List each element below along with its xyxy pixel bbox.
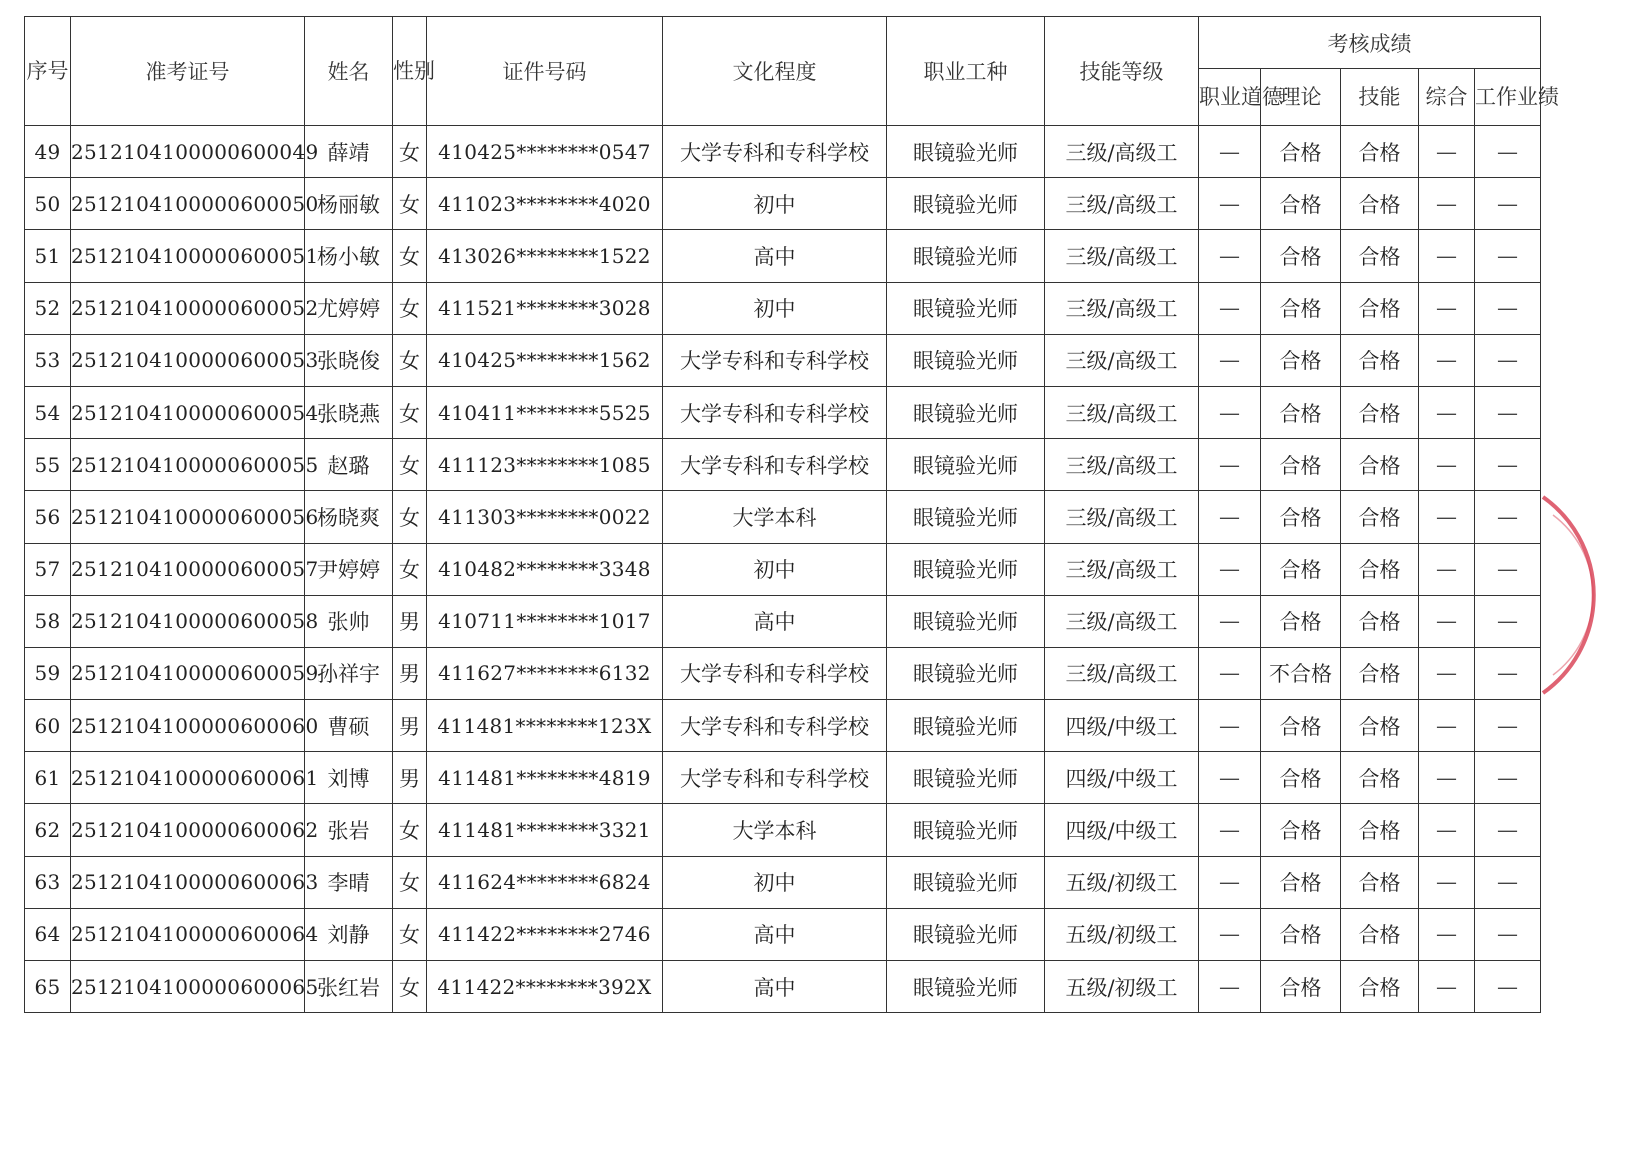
row-overall: — bbox=[1419, 804, 1475, 856]
row-id-no: 410425********1562 bbox=[427, 334, 663, 386]
header-id-no: 证件号码 bbox=[427, 17, 663, 126]
row-id-no: 411627********6132 bbox=[427, 647, 663, 699]
row-gender: 女 bbox=[393, 961, 427, 1013]
row-exam-no: 2512104100000600054 bbox=[71, 386, 305, 438]
row-name: 曹硕 bbox=[305, 700, 393, 752]
row-name: 张红岩 bbox=[305, 961, 393, 1013]
row-exam-no: 2512104100000600056 bbox=[71, 491, 305, 543]
row-seq: 54 bbox=[25, 386, 71, 438]
row-gender: 女 bbox=[393, 230, 427, 282]
row-theory: 合格 bbox=[1261, 334, 1341, 386]
row-occupation: 眼镜验光师 bbox=[887, 595, 1045, 647]
row-ethics: — bbox=[1199, 230, 1261, 282]
row-overall: — bbox=[1419, 491, 1475, 543]
row-theory: 合格 bbox=[1261, 543, 1341, 595]
row-seq: 64 bbox=[25, 908, 71, 960]
row-occupation: 眼镜验光师 bbox=[887, 439, 1045, 491]
row-occupation: 眼镜验光师 bbox=[887, 230, 1045, 282]
row-skill-level: 四级/中级工 bbox=[1045, 752, 1199, 804]
row-ethics: — bbox=[1199, 700, 1261, 752]
row-gender: 女 bbox=[393, 908, 427, 960]
row-skill: 合格 bbox=[1341, 908, 1419, 960]
header-gender: 性别 bbox=[393, 17, 427, 126]
row-seq: 59 bbox=[25, 647, 71, 699]
row-skill-level: 三级/高级工 bbox=[1045, 491, 1199, 543]
table-row bbox=[25, 543, 1541, 595]
row-skill: 合格 bbox=[1341, 178, 1419, 230]
row-ethics: — bbox=[1199, 491, 1261, 543]
row-name: 赵璐 bbox=[305, 439, 393, 491]
row-name: 杨小敏 bbox=[305, 230, 393, 282]
row-skill: 合格 bbox=[1341, 752, 1419, 804]
row-id-no: 411521********3028 bbox=[427, 282, 663, 334]
row-occupation: 眼镜验光师 bbox=[887, 282, 1045, 334]
row-skill-level: 四级/中级工 bbox=[1045, 804, 1199, 856]
table-row bbox=[25, 230, 1541, 282]
row-occupation: 眼镜验光师 bbox=[887, 752, 1045, 804]
row-ethics: — bbox=[1199, 804, 1261, 856]
row-theory: 不合格 bbox=[1261, 647, 1341, 699]
row-ethics: — bbox=[1199, 439, 1261, 491]
row-performance: — bbox=[1475, 647, 1541, 699]
table-row bbox=[25, 647, 1541, 699]
row-name: 杨丽敏 bbox=[305, 178, 393, 230]
row-id-no: 413026********1522 bbox=[427, 230, 663, 282]
row-education: 初中 bbox=[663, 856, 887, 908]
row-name: 尹婷婷 bbox=[305, 543, 393, 595]
row-education: 大学专科和专科学校 bbox=[663, 647, 887, 699]
row-overall: — bbox=[1419, 700, 1475, 752]
row-id-no: 410711********1017 bbox=[427, 595, 663, 647]
row-name: 孙祥宇 bbox=[305, 647, 393, 699]
header-performance: 工作业绩 bbox=[1475, 69, 1541, 126]
row-skill-level: 三级/高级工 bbox=[1045, 178, 1199, 230]
row-theory: 合格 bbox=[1261, 282, 1341, 334]
row-performance: — bbox=[1475, 804, 1541, 856]
row-ethics: — bbox=[1199, 595, 1261, 647]
row-performance: — bbox=[1475, 908, 1541, 960]
row-education: 大学专科和专科学校 bbox=[663, 126, 887, 178]
row-gender: 男 bbox=[393, 647, 427, 699]
row-exam-no: 2512104100000600053 bbox=[71, 334, 305, 386]
row-exam-no: 2512104100000600062 bbox=[71, 804, 305, 856]
header-seq: 序号 bbox=[25, 17, 71, 126]
row-name: 薛靖 bbox=[305, 126, 393, 178]
row-gender: 女 bbox=[393, 439, 427, 491]
row-name: 尤婷婷 bbox=[305, 282, 393, 334]
row-occupation: 眼镜验光师 bbox=[887, 178, 1045, 230]
row-id-no: 411481********123X bbox=[427, 700, 663, 752]
header-occupation: 职业工种 bbox=[887, 17, 1045, 126]
row-id-no: 411624********6824 bbox=[427, 856, 663, 908]
row-name: 刘静 bbox=[305, 908, 393, 960]
row-performance: — bbox=[1475, 126, 1541, 178]
row-occupation: 眼镜验光师 bbox=[887, 856, 1045, 908]
row-performance: — bbox=[1475, 856, 1541, 908]
row-theory: 合格 bbox=[1261, 700, 1341, 752]
row-id-no: 410482********3348 bbox=[427, 543, 663, 595]
row-performance: — bbox=[1475, 439, 1541, 491]
row-theory: 合格 bbox=[1261, 856, 1341, 908]
row-education: 初中 bbox=[663, 282, 887, 334]
row-skill: 合格 bbox=[1341, 282, 1419, 334]
row-gender: 女 bbox=[393, 386, 427, 438]
row-seq: 57 bbox=[25, 543, 71, 595]
row-skill: 合格 bbox=[1341, 126, 1419, 178]
row-id-no: 411481********3321 bbox=[427, 804, 663, 856]
row-seq: 50 bbox=[25, 178, 71, 230]
row-overall: — bbox=[1419, 543, 1475, 595]
header-skill: 技能 bbox=[1341, 69, 1419, 126]
row-performance: — bbox=[1475, 752, 1541, 804]
row-occupation: 眼镜验光师 bbox=[887, 386, 1045, 438]
row-seq: 65 bbox=[25, 961, 71, 1013]
row-skill: 合格 bbox=[1341, 543, 1419, 595]
row-performance: — bbox=[1475, 334, 1541, 386]
row-skill-level: 五级/初级工 bbox=[1045, 961, 1199, 1013]
row-seq: 49 bbox=[25, 126, 71, 178]
row-seq: 53 bbox=[25, 334, 71, 386]
table-row bbox=[25, 386, 1541, 438]
row-performance: — bbox=[1475, 491, 1541, 543]
assessment-results-table bbox=[24, 16, 1559, 1013]
row-name: 张岩 bbox=[305, 804, 393, 856]
row-seq: 56 bbox=[25, 491, 71, 543]
row-theory: 合格 bbox=[1261, 439, 1341, 491]
row-skill: 合格 bbox=[1341, 856, 1419, 908]
row-exam-no: 2512104100000600060 bbox=[71, 700, 305, 752]
row-skill: 合格 bbox=[1341, 804, 1419, 856]
row-exam-no: 2512104100000600057 bbox=[71, 543, 305, 595]
row-theory: 合格 bbox=[1261, 230, 1341, 282]
row-ethics: — bbox=[1199, 908, 1261, 960]
row-exam-no: 2512104100000600061 bbox=[71, 752, 305, 804]
header-theory: 理论 bbox=[1261, 69, 1341, 126]
table-row bbox=[25, 804, 1541, 856]
row-id-no: 411481********4819 bbox=[427, 752, 663, 804]
header-exam-no: 准考证号 bbox=[71, 17, 305, 126]
row-seq: 63 bbox=[25, 856, 71, 908]
row-exam-no: 2512104100000600055 bbox=[71, 439, 305, 491]
header-education: 文化程度 bbox=[663, 17, 887, 126]
row-ethics: — bbox=[1199, 543, 1261, 595]
row-overall: — bbox=[1419, 752, 1475, 804]
row-performance: — bbox=[1475, 386, 1541, 438]
row-exam-no: 2512104100000600063 bbox=[71, 856, 305, 908]
row-gender: 女 bbox=[393, 126, 427, 178]
row-occupation: 眼镜验光师 bbox=[887, 908, 1045, 960]
row-occupation: 眼镜验光师 bbox=[887, 126, 1045, 178]
table-row bbox=[25, 856, 1541, 908]
row-overall: — bbox=[1419, 856, 1475, 908]
row-performance: — bbox=[1475, 595, 1541, 647]
row-performance: — bbox=[1475, 543, 1541, 595]
row-exam-no: 2512104100000600064 bbox=[71, 908, 305, 960]
row-overall: — bbox=[1419, 961, 1475, 1013]
row-theory: 合格 bbox=[1261, 595, 1341, 647]
row-performance: — bbox=[1475, 282, 1541, 334]
header-overall: 综合 bbox=[1419, 69, 1475, 126]
row-exam-no: 2512104100000600052 bbox=[71, 282, 305, 334]
row-performance: — bbox=[1475, 961, 1541, 1013]
row-skill-level: 三级/高级工 bbox=[1045, 543, 1199, 595]
table-row bbox=[25, 491, 1541, 543]
row-id-no: 411422********392X bbox=[427, 961, 663, 1013]
row-exam-no: 2512104100000600049 bbox=[71, 126, 305, 178]
header-ethics: 职业道德 bbox=[1199, 69, 1261, 126]
row-id-no: 411422********2746 bbox=[427, 908, 663, 960]
row-id-no: 411123********1085 bbox=[427, 439, 663, 491]
table-row bbox=[25, 595, 1541, 647]
row-name: 李晴 bbox=[305, 856, 393, 908]
row-name: 杨晓爽 bbox=[305, 491, 393, 543]
row-seq: 58 bbox=[25, 595, 71, 647]
row-performance: — bbox=[1475, 230, 1541, 282]
row-skill-level: 五级/初级工 bbox=[1045, 908, 1199, 960]
table-row bbox=[25, 282, 1541, 334]
row-theory: 合格 bbox=[1261, 491, 1341, 543]
row-gender: 女 bbox=[393, 804, 427, 856]
row-skill-level: 三级/高级工 bbox=[1045, 230, 1199, 282]
row-skill-level: 四级/中级工 bbox=[1045, 700, 1199, 752]
row-education: 大学专科和专科学校 bbox=[663, 334, 887, 386]
row-performance: — bbox=[1475, 178, 1541, 230]
row-skill-level: 三级/高级工 bbox=[1045, 647, 1199, 699]
row-theory: 合格 bbox=[1261, 126, 1341, 178]
row-ethics: — bbox=[1199, 386, 1261, 438]
row-skill: 合格 bbox=[1341, 491, 1419, 543]
row-seq: 61 bbox=[25, 752, 71, 804]
row-gender: 男 bbox=[393, 752, 427, 804]
row-ethics: — bbox=[1199, 647, 1261, 699]
table-body bbox=[25, 126, 1541, 1013]
row-seq: 60 bbox=[25, 700, 71, 752]
row-ethics: — bbox=[1199, 282, 1261, 334]
row-name: 张晓燕 bbox=[305, 386, 393, 438]
results-sheet bbox=[24, 16, 1559, 1013]
row-education: 大学本科 bbox=[663, 491, 887, 543]
row-exam-no: 2512104100000600051 bbox=[71, 230, 305, 282]
row-ethics: — bbox=[1199, 752, 1261, 804]
row-skill: 合格 bbox=[1341, 961, 1419, 1013]
table-row bbox=[25, 126, 1541, 178]
row-overall: — bbox=[1419, 908, 1475, 960]
row-skill-level: 三级/高级工 bbox=[1045, 334, 1199, 386]
row-skill: 合格 bbox=[1341, 334, 1419, 386]
row-exam-no: 2512104100000600058 bbox=[71, 595, 305, 647]
row-skill: 合格 bbox=[1341, 647, 1419, 699]
row-gender: 女 bbox=[393, 282, 427, 334]
row-education: 大学专科和专科学校 bbox=[663, 386, 887, 438]
row-gender: 女 bbox=[393, 543, 427, 595]
row-gender: 女 bbox=[393, 856, 427, 908]
row-overall: — bbox=[1419, 282, 1475, 334]
row-overall: — bbox=[1419, 439, 1475, 491]
row-overall: — bbox=[1419, 647, 1475, 699]
row-gender: 女 bbox=[393, 491, 427, 543]
row-seq: 51 bbox=[25, 230, 71, 282]
row-exam-no: 2512104100000600059 bbox=[71, 647, 305, 699]
row-seq: 55 bbox=[25, 439, 71, 491]
row-skill-level: 三级/高级工 bbox=[1045, 386, 1199, 438]
row-skill: 合格 bbox=[1341, 230, 1419, 282]
row-ethics: — bbox=[1199, 856, 1261, 908]
header-name: 姓名 bbox=[305, 17, 393, 126]
row-occupation: 眼镜验光师 bbox=[887, 700, 1045, 752]
row-education: 初中 bbox=[663, 543, 887, 595]
row-gender: 女 bbox=[393, 334, 427, 386]
row-id-no: 411303********0022 bbox=[427, 491, 663, 543]
row-ethics: — bbox=[1199, 178, 1261, 230]
row-exam-no: 2512104100000600050 bbox=[71, 178, 305, 230]
table-row bbox=[25, 908, 1541, 960]
row-occupation: 眼镜验光师 bbox=[887, 334, 1045, 386]
table-row bbox=[25, 700, 1541, 752]
row-education: 初中 bbox=[663, 178, 887, 230]
row-skill-level: 三级/高级工 bbox=[1045, 595, 1199, 647]
row-theory: 合格 bbox=[1261, 908, 1341, 960]
row-education: 高中 bbox=[663, 908, 887, 960]
row-skill-level: 三级/高级工 bbox=[1045, 439, 1199, 491]
row-education: 大学专科和专科学校 bbox=[663, 752, 887, 804]
table-row bbox=[25, 752, 1541, 804]
row-exam-no: 2512104100000600065 bbox=[71, 961, 305, 1013]
row-overall: — bbox=[1419, 178, 1475, 230]
table-row bbox=[25, 178, 1541, 230]
row-occupation: 眼镜验光师 bbox=[887, 961, 1045, 1013]
row-education: 大学本科 bbox=[663, 804, 887, 856]
table-row bbox=[25, 961, 1541, 1013]
row-education: 大学专科和专科学校 bbox=[663, 439, 887, 491]
row-ethics: — bbox=[1199, 961, 1261, 1013]
row-skill-level: 三级/高级工 bbox=[1045, 126, 1199, 178]
row-education: 高中 bbox=[663, 230, 887, 282]
row-overall: — bbox=[1419, 595, 1475, 647]
row-theory: 合格 bbox=[1261, 752, 1341, 804]
row-theory: 合格 bbox=[1261, 178, 1341, 230]
row-gender: 男 bbox=[393, 700, 427, 752]
row-id-no: 410425********0547 bbox=[427, 126, 663, 178]
row-education: 大学专科和专科学校 bbox=[663, 700, 887, 752]
row-skill: 合格 bbox=[1341, 386, 1419, 438]
header-assessment: 考核成绩 bbox=[1199, 17, 1541, 69]
row-theory: 合格 bbox=[1261, 804, 1341, 856]
row-name: 刘博 bbox=[305, 752, 393, 804]
row-theory: 合格 bbox=[1261, 961, 1341, 1013]
row-ethics: — bbox=[1199, 126, 1261, 178]
row-occupation: 眼镜验光师 bbox=[887, 543, 1045, 595]
row-gender: 女 bbox=[393, 178, 427, 230]
row-overall: — bbox=[1419, 126, 1475, 178]
row-overall: — bbox=[1419, 230, 1475, 282]
row-seq: 52 bbox=[25, 282, 71, 334]
row-skill-level: 五级/初级工 bbox=[1045, 856, 1199, 908]
row-name: 张晓俊 bbox=[305, 334, 393, 386]
row-ethics: — bbox=[1199, 334, 1261, 386]
row-overall: — bbox=[1419, 386, 1475, 438]
header-skill-level: 技能等级 bbox=[1045, 17, 1199, 126]
row-education: 高中 bbox=[663, 595, 887, 647]
row-occupation: 眼镜验光师 bbox=[887, 647, 1045, 699]
table-row bbox=[25, 334, 1541, 386]
row-skill: 合格 bbox=[1341, 700, 1419, 752]
row-skill: 合格 bbox=[1341, 595, 1419, 647]
row-education: 高中 bbox=[663, 961, 887, 1013]
row-name: 张帅 bbox=[305, 595, 393, 647]
row-skill-level: 三级/高级工 bbox=[1045, 282, 1199, 334]
row-occupation: 眼镜验光师 bbox=[887, 804, 1045, 856]
row-skill: 合格 bbox=[1341, 439, 1419, 491]
row-id-no: 411023********4020 bbox=[427, 178, 663, 230]
row-gender: 男 bbox=[393, 595, 427, 647]
row-overall: — bbox=[1419, 334, 1475, 386]
table-row bbox=[25, 439, 1541, 491]
header-row bbox=[25, 17, 1541, 69]
row-seq: 62 bbox=[25, 804, 71, 856]
row-theory: 合格 bbox=[1261, 386, 1341, 438]
row-performance: — bbox=[1475, 700, 1541, 752]
row-id-no: 410411********5525 bbox=[427, 386, 663, 438]
row-occupation: 眼镜验光师 bbox=[887, 491, 1045, 543]
